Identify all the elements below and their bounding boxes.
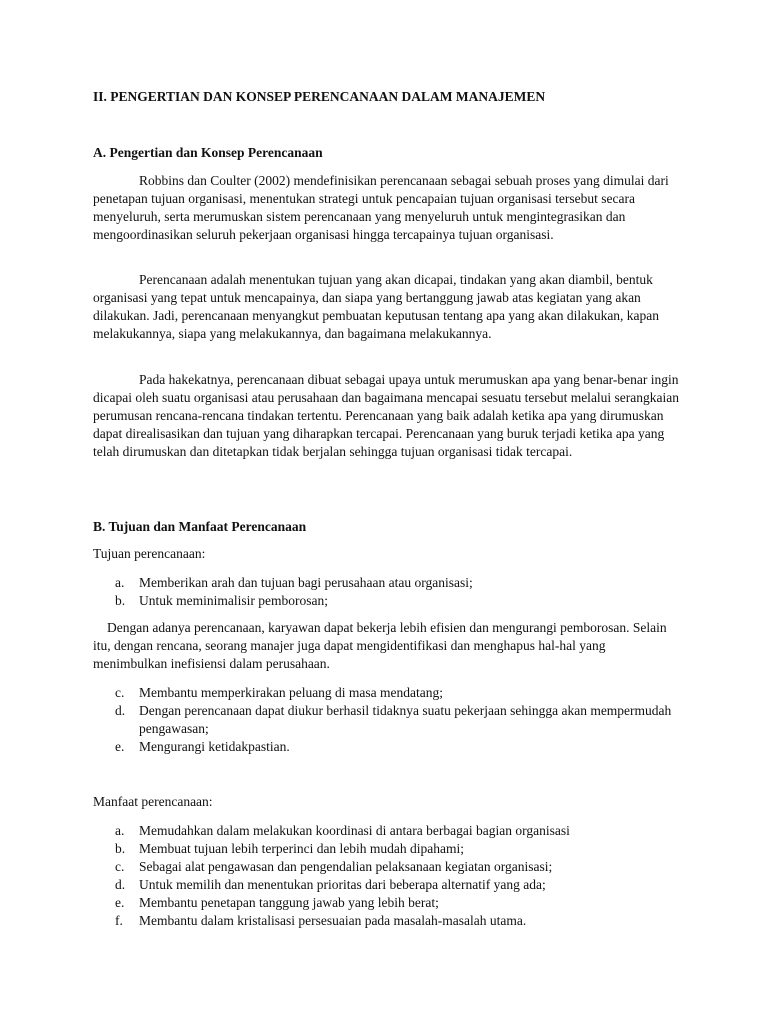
middle-paragraph: Dengan adanya perencanaan, karyawan dapat bekerja lebih efisien dan mengurangi pemborosan. Selain itu, dengan rencana, seorang manajer juga dapat mengidentifikasi dan menghapus hal-hal yang menimbulkan inefisiensi dalam perusahaan. <box>93 620 667 671</box>
list-marker: d. <box>115 877 126 892</box>
list-item <box>93 858 683 876</box>
list-marker: b. <box>115 593 126 608</box>
list-item <box>93 876 683 894</box>
list-item <box>93 702 683 738</box>
list-item <box>93 574 683 592</box>
list-item <box>93 822 683 840</box>
list-marker: f. <box>115 913 123 928</box>
list-item <box>93 592 683 610</box>
list-item-text: Sebagai alat pengawasan dan pengendalian pelaksanaan kegiatan organisasi; <box>139 859 553 874</box>
section-a-heading: A. Pengertian dan Konsep Perencanaan <box>93 145 323 160</box>
list-item-text: Untuk memilih dan menentukan prioritas dari beberapa alternatif yang ada; <box>139 877 546 892</box>
section-a-paragraph-3: Pada hakekatnya, perencanaan dibuat sebagai upaya untuk merumuskan apa yang benar-benar ingin dicapai oleh suatu organisasi atau perusahaan dan bagaimana mencapai sesuatu tersebut melalui serangkaian perumusan rencana-rencana tindakan tertentu. Perencanaan yang baik adalah ketika apa yang dirumuskan dapat direalisasikan dan tujuan yang diharapkan tercapai. Perencanaan yang buruk terjadi ketika apa yang telah dirumuskan dan ditetapkan tidak berjalan sehingga tujuan organisasi tidak tercapai. <box>93 372 680 459</box>
list-marker: a. <box>115 823 125 838</box>
list-marker: b. <box>115 841 126 856</box>
document-title: II. PENGERTIAN DAN KONSEP PERENCANAAN DALAM MANAJEMEN <box>93 89 546 104</box>
list-item <box>93 738 683 756</box>
list-marker: c. <box>115 685 125 700</box>
list-item-text: Untuk meminimalisir pemborosan; <box>139 593 328 608</box>
list-item-text: Mengurangi ketidakpastian. <box>139 739 290 754</box>
manfaat-label: Manfaat perencanaan: <box>93 794 213 809</box>
section-a-paragraph-2: Perencanaan adalah menentukan tujuan yang akan dicapai, tindakan yang akan diambil, bentuk organisasi yang tepat untuk mencapainya, dan siapa yang bertanggung jawab atas kegiatan yang akan dilakukan. Jadi, perencanaan menyangkut pembuatan keputusan tentang apa yang akan dilakukan, kapan melakukannya, siapa yang melakukannya, dan bagaimana melakukannya. <box>93 272 660 341</box>
list-item <box>93 912 683 930</box>
list-item-text: Dengan perencanaan dapat diukur berhasil tidaknya suatu pekerjaan sehingga akan mempermudah pengawasan; <box>139 703 672 736</box>
list-item <box>93 894 683 912</box>
tujuan-list-2 <box>93 684 683 756</box>
section-a-paragraph-1: Robbins dan Coulter (2002) mendefinisikan perencanaan sebagai sebuah proses yang dimulai dari penetapan tujuan organisasi, menentukan strategi untuk pencapaian tujuan organisasi tersebut secara menyeluruh, serta merumuskan sistem perencanaan yang menyeluruh untuk mengintegrasikan dan mengoordinasikan seluruh pekerjaan organisasi hingga tercapainya tujuan organisasi. <box>93 173 669 242</box>
list-marker: d. <box>115 703 126 718</box>
tujuan-label: Tujuan perencanaan: <box>93 546 206 561</box>
list-item <box>93 840 683 858</box>
list-marker: e. <box>115 739 125 754</box>
section-b-heading: B. Tujuan dan Manfaat Perencanaan <box>93 519 307 534</box>
list-item-text: Membantu dalam kristalisasi persesuaian pada masalah-masalah utama. <box>139 913 527 928</box>
manfaat-list <box>93 822 683 930</box>
list-item-text: Memberikan arah dan tujuan bagi perusahaan atau organisasi; <box>139 575 473 590</box>
list-item <box>93 684 683 702</box>
list-marker: e. <box>115 895 125 910</box>
list-item-text: Membantu penetapan tanggung jawab yang lebih berat; <box>139 895 439 910</box>
list-marker: a. <box>115 575 125 590</box>
tujuan-list-1 <box>93 574 683 610</box>
list-item-text: Membuat tujuan lebih terperinci dan lebih mudah dipahami; <box>139 841 465 856</box>
list-item-text: Memudahkan dalam melakukan koordinasi di antara berbagai bagian organisasi <box>139 823 570 838</box>
list-marker: c. <box>115 859 125 874</box>
list-item-text: Membantu memperkirakan peluang di masa mendatang; <box>139 685 444 700</box>
